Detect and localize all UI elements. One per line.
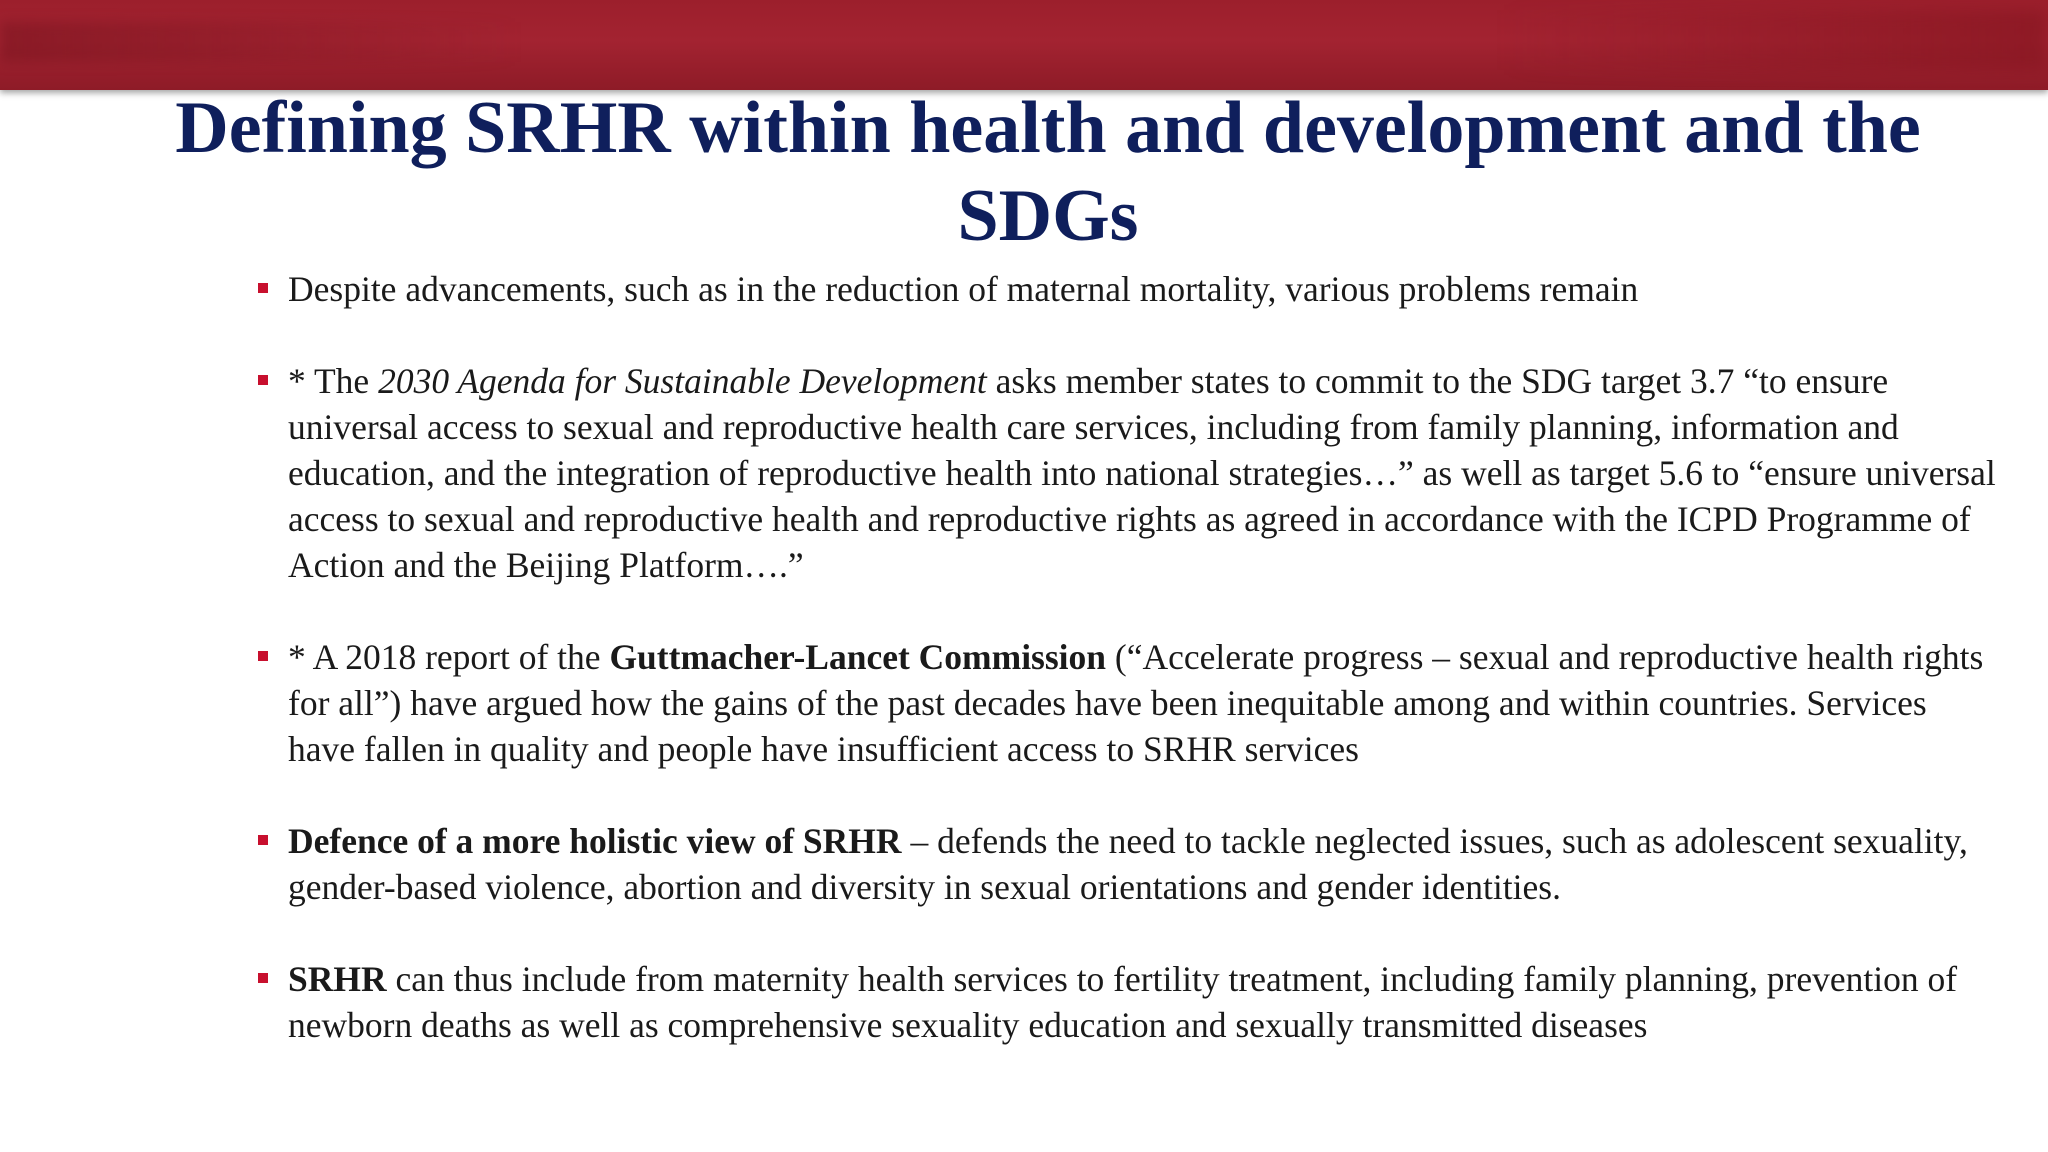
square-bullet-icon xyxy=(258,651,268,661)
top-banner xyxy=(0,0,2048,90)
slide-title: Defining SRHR within health and development and the SDGs xyxy=(175,87,1921,257)
bullet-prefix: * A 2018 report of the xyxy=(288,637,610,677)
bullet-heading: SRHR xyxy=(288,959,387,999)
agenda-title: 2030 Agenda for Sustainable Development xyxy=(378,361,987,401)
bullet-item xyxy=(258,818,1998,910)
bullet-item xyxy=(258,358,1998,588)
bullet-prefix: * The xyxy=(288,361,379,401)
bullet-item xyxy=(258,956,1998,1048)
bullet-text: – defends the need to tackle neglected issues, such as adolescent sexuality, gender-based violence, abortion and diversity in sexual orientations and gender identities. xyxy=(288,821,1968,907)
square-bullet-icon xyxy=(258,835,268,845)
bullet-heading: Defence of a more holistic view of SRHR xyxy=(288,821,902,861)
bullet-text: (“Accelerate progress – sexual and reproductive health rights for all”) have argued how the gains of the past decades have been inequitable among and within countries. Services have fallen in quality and people have insufficient access to SRHR services xyxy=(288,637,1984,769)
bullet-item xyxy=(258,266,1998,312)
square-bullet-icon xyxy=(258,283,268,293)
bullet-text: can thus include from maternity health services to fertility treatment, including family planning, prevention of newborn deaths as well as comprehensive sexuality education and sexually transmitted diseases xyxy=(288,959,1958,1045)
square-bullet-icon xyxy=(258,973,268,983)
square-bullet-icon xyxy=(258,375,268,385)
bullet-item xyxy=(258,634,1998,772)
bullet-list xyxy=(258,266,1998,1094)
commission-name: Guttmacher-Lancet Commission xyxy=(609,637,1107,677)
banner-texture xyxy=(0,22,520,62)
bullet-text: asks member states to commit to the SDG target 3.7 “to ensure universal access to sexual and reproductive health care services, including from family planning, information and education, and the integration of reproductive health into national strategies…” as well as target 5.6 to “ensure universal access to sexual and reproductive health and reproductive rights as agreed in accordance with the ICPD Programme of Action and the Beijing Platform….” xyxy=(288,361,1996,585)
bullet-text: Despite advancements, such as in the reduction of maternal mortality, various problems remain xyxy=(288,269,1639,309)
banner-texture-right xyxy=(1500,10,2048,70)
